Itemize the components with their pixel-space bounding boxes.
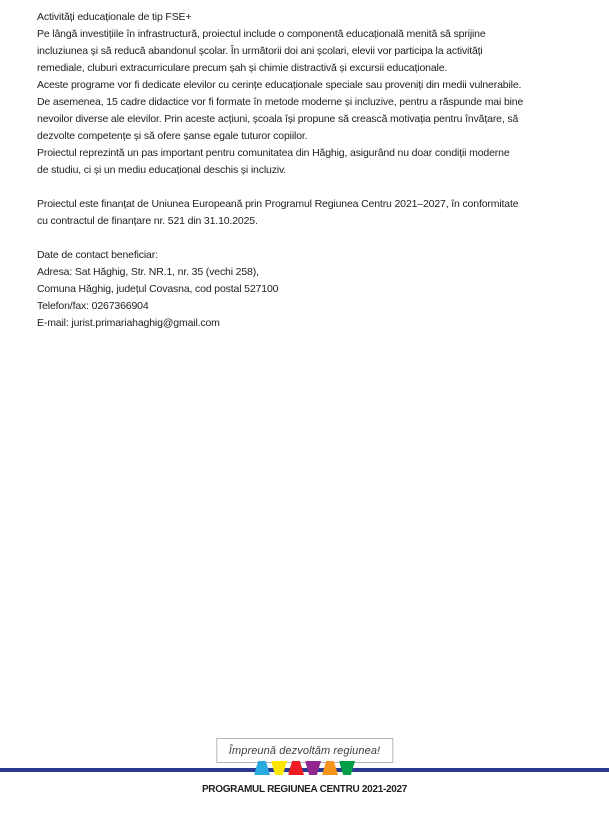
text-line: Aceste programe vor fi dedicate elevilor cu cerințe educaționale speciale sau proveniți din medii vulnerabile.: [37, 79, 522, 91]
text-line: Proiectul este finanțat de Uniunea Europeană prin Programul Regiunea Centru 2021–2027, în conformitate: [37, 198, 519, 210]
slogan-text: Împreună dezvoltăm regiunea!: [228, 745, 381, 757]
program-label: PROGRAMUL REGIUNEA CENTRU 2021-2027: [201, 784, 408, 795]
text-line: Pe lângă investițiile în infrastructură, proiectul include o componentă educațională menită să sprijine: [37, 28, 486, 40]
text-line: cu contractul de finanțare nr. 521 din 31.10.2025.: [37, 215, 258, 227]
text-line: de studiu, ci și un mediu educațional deschis și incluziv.: [37, 164, 287, 176]
text-line: Comuna Hăghig, județul Covasna, cod postal 527100: [37, 283, 279, 295]
text-line: [37, 230, 589, 247]
text-line: remediale, cluburi extracurriculare precum șah și chimie distractivă și excursii educaționale.: [37, 62, 448, 74]
text-line: Telefon/fax: 0267366904: [37, 300, 149, 312]
trapezoid-red: [288, 761, 304, 775]
slogan-box: [216, 738, 393, 763]
text-line: Proiectul reprezintă un pas important pentru comunitatea din Hăghig, asigurând nu doar condiții moderne: [37, 147, 510, 159]
trapezoid-green: [339, 761, 355, 775]
text-line: De asemenea, 15 cadre didactice vor fi formate în metode moderne și incluzive, pentru a răspunde mai bine: [37, 96, 524, 108]
text-line: nevoilor diverse ale elevilor. Prin aceste acțiuni, școala își propune să crească motivația pentru învățare, să: [37, 113, 519, 125]
text-line: Adresa: Sat Hăghig, Str. NR.1, nr. 35 (vechi 258),: [37, 266, 259, 278]
trapezoid-blue: [254, 761, 270, 775]
ribbon: [254, 761, 355, 775]
document-text: [37, 9, 589, 332]
text-line: incluziunea și să reducă abandonul școlar. În următorii doi ani școlari, elevii vor participa la activități: [37, 45, 483, 57]
text-line: E-mail: jurist.primariahaghig@gmail.com: [37, 317, 220, 329]
trapezoid-orange: [322, 761, 338, 775]
trapezoid-yellow: [271, 761, 287, 775]
text-line: [37, 179, 589, 196]
trapezoid-purple: [305, 761, 321, 775]
text-line: Date de contact beneficiar:: [37, 249, 158, 261]
text-line: dezvolte competențe și să ofere șanse egale tuturor copiilor.: [37, 130, 308, 142]
text-line: Activități educaționale de tip FSE+: [37, 11, 192, 23]
